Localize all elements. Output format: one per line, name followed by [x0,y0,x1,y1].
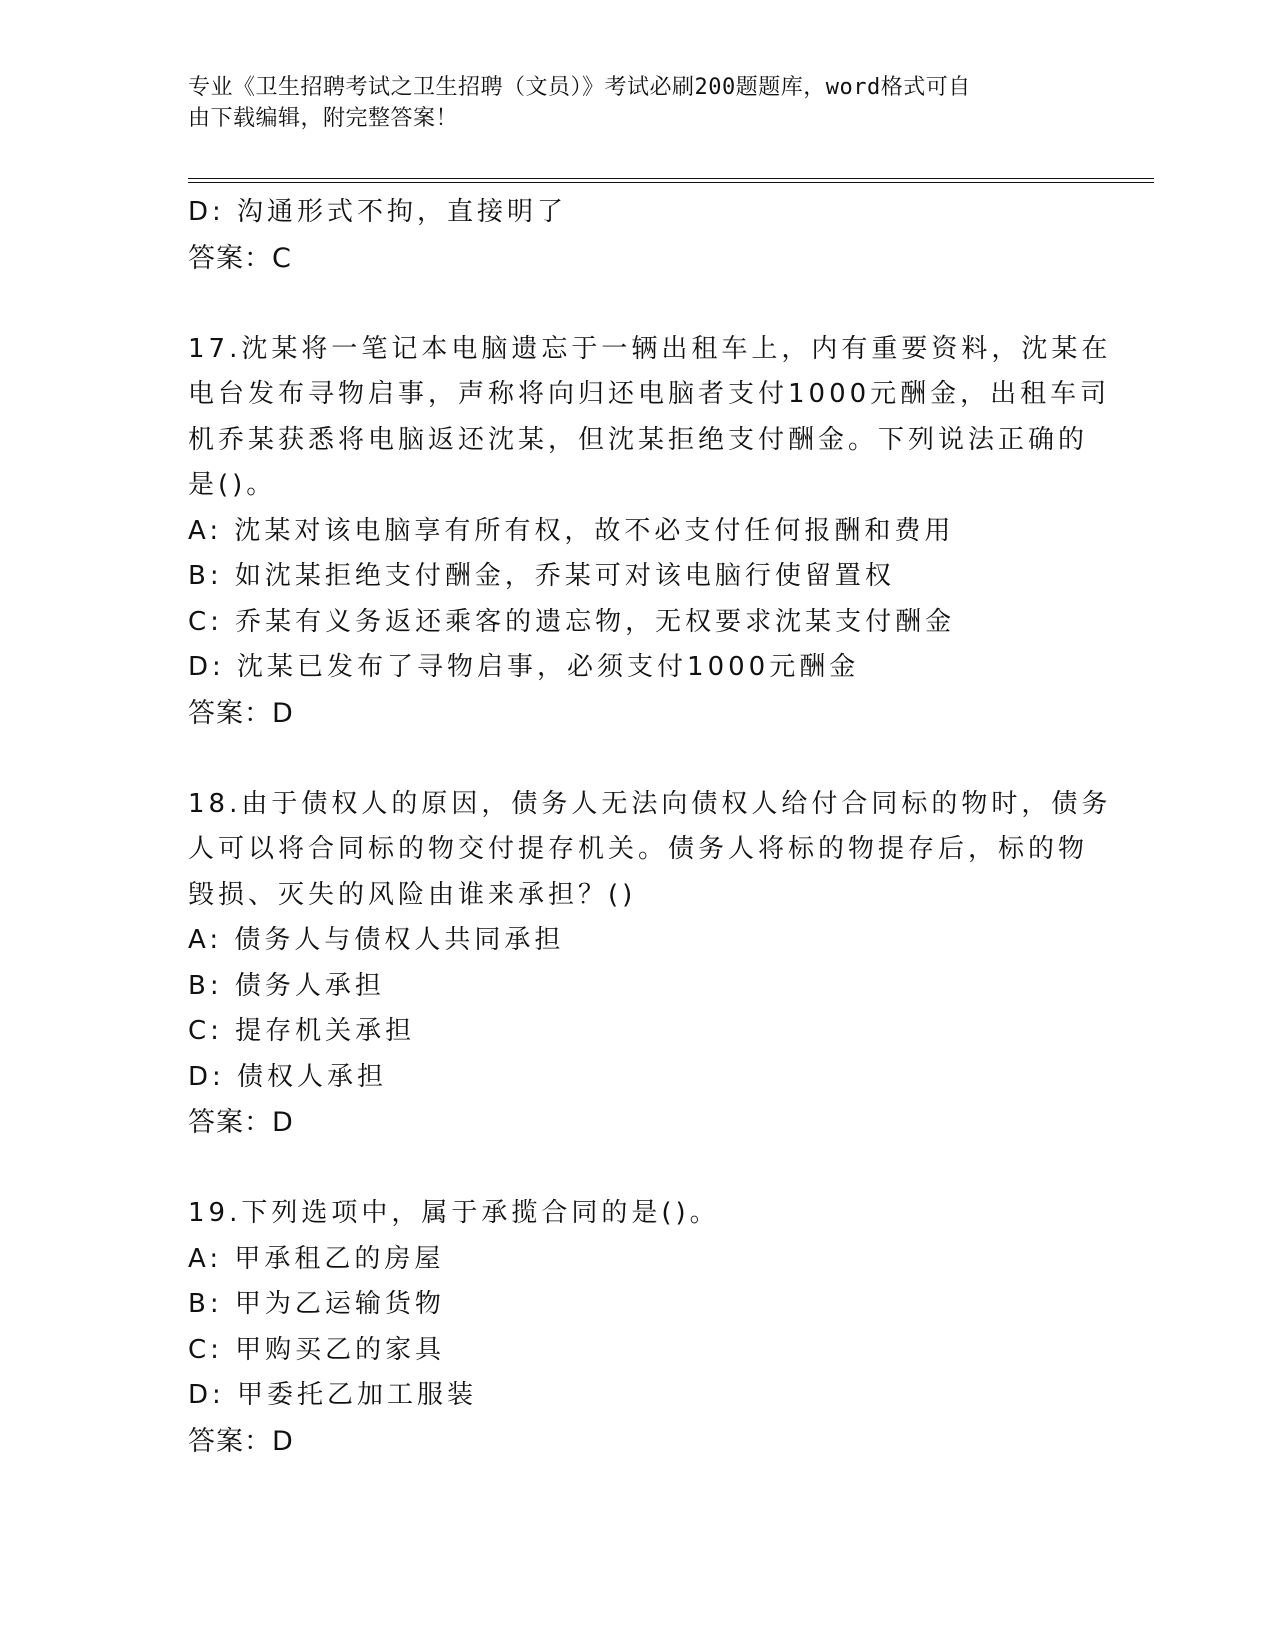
question-stem-line: 18.由于债权人的原因，债务人无法向债权人给付合同标的物时，债务 [188,788,1112,819]
question-list [188,190,1112,1465]
answer-line: 答案：D [188,1425,294,1457]
question-stem-line: 毁损、灭失的风险由谁来承担？() [188,879,637,910]
answer-line: 答案：D [188,697,294,729]
document-header [188,72,1068,134]
option-a: A: 甲承租乙的房屋 [188,1243,445,1274]
option-a: A: 沈某对该电脑享有所有权，故不必支付任何报酬和费用 [188,515,955,546]
option-d: D: 债权人承担 [188,1061,388,1092]
option-d: D: 沟通形式不拘，直接明了 [188,197,568,227]
option-d: D: 沈某已发布了寻物启事，必须支付1000元酬金 [188,652,860,682]
option-c: C: 提存机关承担 [188,1016,416,1046]
question-stem-line: 19.下列选项中，属于承揽合同的是()。 [188,1198,720,1228]
question-spacer [188,737,1088,782]
answer-line: 答案：D [188,1107,294,1138]
option-a: A: 债务人与债权人共同承担 [188,925,565,955]
header-rule-top [188,178,1154,179]
answer-line: 答案：C [188,242,292,274]
header-line-1: 专业《卫生招聘考试之卫生招聘（文员）》考试必刷200题题库，word格式可自 [188,75,971,100]
question-stem-line: 机乔某获悉将电脑返还沈某，但沈某拒绝支付酬金。下列说法正确的 [188,424,1089,455]
option-c: C: 甲购买乙的家具 [188,1334,446,1365]
option-b: B: 甲为乙运输货物 [188,1289,445,1319]
question-spacer [188,1146,1088,1191]
option-b: B: 债务人承担 [188,970,385,1001]
option-d: D: 甲委托乙加工服装 [188,1380,478,1410]
question-spacer [188,282,1088,327]
option-c: C: 乔某有义务返还乘客的遗忘物，无权要求沈某支付酬金 [188,606,956,637]
header-line-2: 由下载编辑，附完整答案！ [188,106,459,131]
question-18 [188,782,1112,1147]
question-stem-line: 电台发布寻物启事，声称将向归还电脑者支付1000元酬金，出租车司 [188,379,1111,409]
continued-question [188,190,1088,282]
header-rule-bottom [188,182,1154,183]
question-stem-line: 人可以将合同标的物交付提存机关。债务人将标的物提存后，标的物 [188,834,1089,864]
question-19 [188,1191,1088,1465]
question-17 [188,327,1112,737]
option-b: B: 如沈某拒绝支付酬金，乔某可对该电脑行使留置权 [188,561,895,591]
question-stem-line: 是()。 [188,470,277,500]
question-stem-line: 17.沈某将一笔记本电脑遗忘于一辆出租车上，内有重要资料，沈某在 [188,333,1112,364]
